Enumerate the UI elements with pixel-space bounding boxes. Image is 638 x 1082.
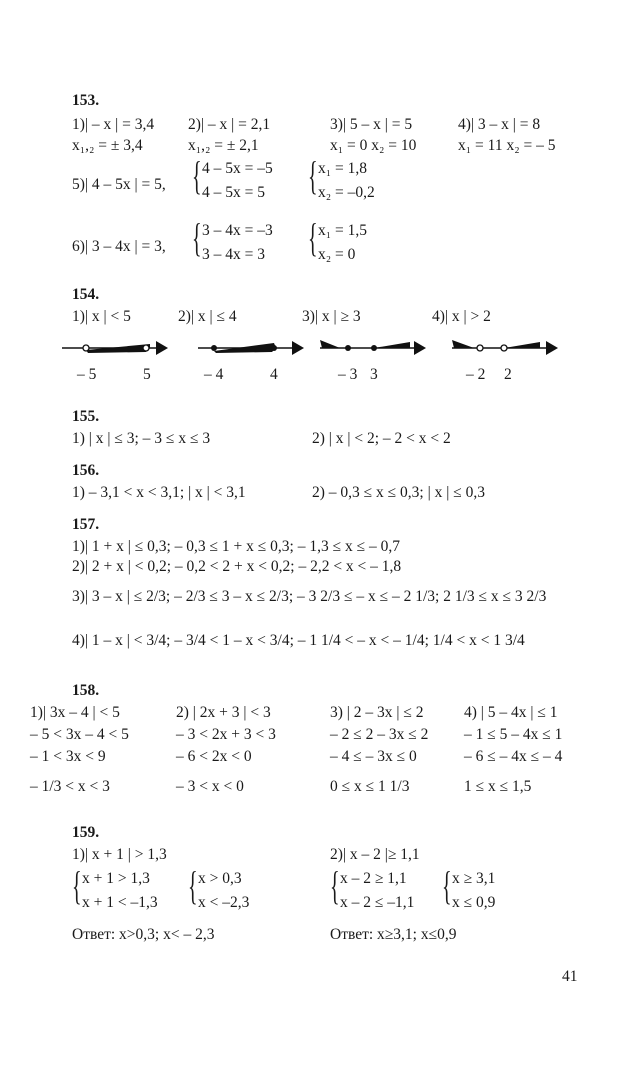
- system-row: 4 – 5x = –5: [202, 160, 273, 177]
- p153-eq4: 4)| 3 – x | = 8: [458, 116, 541, 133]
- problem-158-heading: 158.: [72, 682, 100, 699]
- number-line-1: [60, 336, 170, 360]
- system-row: x < –2,3: [198, 894, 250, 911]
- p158-c1-r1: 1)| 3x – 4 | < 5: [30, 704, 120, 721]
- system-row: x₁ = 1,8: [318, 160, 368, 177]
- nl1-label-right: 5: [143, 366, 151, 383]
- p156-part1: 1) – 3,1 < x < 3,1; | x | < 3,1: [72, 484, 246, 501]
- p155-part1: 1) | x | ≤ 3; – 3 ≤ x ≤ 3: [72, 430, 211, 447]
- p158-c1-r4: – 1/3 < x < 3: [30, 778, 110, 795]
- system-row: x – 2 ≤ –1,1: [340, 894, 415, 911]
- p158-c4-r1: 4) | 5 – 4x | ≤ 1: [464, 704, 558, 721]
- p157-line2: 2)| 2 + x | < 0,2; – 0,2 < 2 + x < 0,2; – 2,2 < x < – 1,8: [72, 558, 402, 575]
- system-row: 4 – 5x = 5: [202, 184, 265, 201]
- system-row: x – 2 ≥ 1,1: [340, 870, 407, 887]
- p159-answer1: Ответ: x>0,3; x< – 2,3: [72, 926, 215, 943]
- p156-part2: 2) – 0,3 ≤ x ≤ 0,3; | x | ≤ 0,3: [312, 484, 485, 501]
- p158-c2-r3: – 6 < 2x < 0: [176, 748, 252, 765]
- p158-c1-r3: – 1 < 3x < 9: [30, 748, 106, 765]
- number-line-3: [318, 336, 428, 360]
- p153-eq5: 5)| 4 – 5x | = 5,: [72, 176, 166, 193]
- system-row: x₂ = 0: [318, 246, 356, 263]
- nl1-label-left: – 5: [77, 366, 97, 383]
- p158-c3-r2: – 2 ≤ 2 – 3x ≤ 2: [330, 726, 429, 743]
- system-row: 3 – 4x = 3: [202, 246, 265, 263]
- p159-system1a: { x + 1 > 1,3 x + 1 < –1,3: [72, 863, 158, 911]
- p154-item2: 2)| x | ≤ 4: [178, 308, 237, 325]
- problem-157-heading: 157.: [72, 516, 100, 533]
- p158-c1-r2: – 5 < 3x – 4 < 5: [30, 726, 129, 743]
- p153-system5b: { x₁ = 1,8 x₂ = –0,2: [308, 153, 375, 201]
- p157-line4: 4)| 1 – x | < 3/4; – 3/4 < 1 – x < 3/4; – 1 1/4 < – x < – 1/4; 1/4 < x < 1 3/4: [72, 632, 525, 649]
- p153-sol3: x₁ = 0 x₂ = 10: [330, 137, 417, 154]
- nl3-label-left: – 3: [338, 366, 358, 383]
- p159-system1b: { x > 0,3 x < –2,3: [188, 863, 250, 911]
- p157-line3: 3)| 3 – x | ≤ 2/3; – 2/3 ≤ 3 – x ≤ 2/3; – 3 2/3 ≤ – x ≤ – 2 1/3; 2 1/3 ≤ x ≤ 3 2/3: [72, 588, 547, 605]
- p153-sol2: x₁,₂ = ± 2,1: [188, 137, 259, 154]
- system-row: x₂ = –0,2: [318, 184, 375, 201]
- system-row: x ≤ 0,9: [452, 894, 496, 911]
- p159-eq1: 1)| x + 1 | > 1,3: [72, 846, 167, 863]
- p153-system5a: { 4 – 5x = –5 4 – 5x = 5: [192, 153, 273, 201]
- system-row: 3 – 4x = –3: [202, 222, 273, 239]
- p158-c3-r3: – 4 ≤ – 3x ≤ 0: [330, 748, 417, 765]
- p158-c2-r1: 2) | 2x + 3 | < 3: [176, 704, 271, 721]
- p158-c4-r3: – 6 ≤ – 4x ≤ – 4: [464, 748, 563, 765]
- problem-156-heading: 156.: [72, 462, 100, 479]
- page-number: 41: [562, 968, 578, 985]
- p153-system6b: { x₁ = 1,5 x₂ = 0: [308, 215, 368, 263]
- system-row: x₁ = 1,5: [318, 222, 368, 239]
- nl4-label-left: – 2: [466, 366, 486, 383]
- p159-system2a: { x – 2 ≥ 1,1 x – 2 ≤ –1,1: [330, 863, 415, 911]
- p158-c4-r4: 1 ≤ x ≤ 1,5: [464, 778, 532, 795]
- p153-eq2: 2)| – x | = 2,1: [188, 116, 271, 133]
- p158-c2-r4: – 3 < x < 0: [176, 778, 244, 795]
- problem-155-heading: 155.: [72, 408, 100, 425]
- system-row: x > 0,3: [198, 870, 242, 887]
- p153-sol4: x₁ = 11 x₂ = – 5: [458, 137, 556, 154]
- p159-eq2: 2)| x – 2 |≥ 1,1: [330, 846, 420, 863]
- p159-answer2: Ответ: x≥3,1; x≤0,9: [330, 926, 457, 943]
- p157-line1: 1)| 1 + x | ≤ 0,3; – 0,3 ≤ 1 + x ≤ 0,3; – 1,3 ≤ x ≤ – 0,7: [72, 538, 400, 555]
- nl2-label-right: 4: [270, 366, 278, 383]
- nl2-label-left: – 4: [204, 366, 224, 383]
- nl3-label-right: 3: [370, 366, 378, 383]
- p154-item1: 1)| x | < 5: [72, 308, 131, 325]
- p155-part2: 2) | x | < 2; – 2 < x < 2: [312, 430, 451, 447]
- number-line-2: [196, 336, 306, 360]
- system-row: x + 1 < –1,3: [82, 894, 158, 911]
- system-row: x ≥ 3,1: [452, 870, 496, 887]
- p159-system2b: { x ≥ 3,1 x ≤ 0,9: [442, 863, 496, 911]
- system-row: x + 1 > 1,3: [82, 870, 150, 887]
- problem-153-heading: 153.: [72, 92, 100, 109]
- p154-item4: 4)| x | > 2: [432, 308, 491, 325]
- p158-c2-r2: – 3 < 2x + 3 < 3: [176, 726, 276, 743]
- p154-item3: 3)| x | ≥ 3: [302, 308, 361, 325]
- p158-c3-r4: 0 ≤ x ≤ 1 1/3: [330, 778, 410, 795]
- p153-system6a: { 3 – 4x = –3 3 – 4x = 3: [192, 215, 273, 263]
- p153-eq1: 1)| – x | = 3,4: [72, 116, 155, 133]
- p153-sol1: x₁,₂ = ± 3,4: [72, 137, 143, 154]
- p153-eq3: 3)| 5 – x | = 5: [330, 116, 413, 133]
- p158-c3-r1: 3) | 2 – 3x | ≤ 2: [330, 704, 424, 721]
- nl4-label-right: 2: [504, 366, 512, 383]
- number-line-4: [450, 336, 560, 360]
- problem-159-heading: 159.: [72, 824, 100, 841]
- p158-c4-r2: – 1 ≤ 5 – 4x ≤ 1: [464, 726, 563, 743]
- p153-eq6: 6)| 3 – 4x | = 3,: [72, 238, 166, 255]
- problem-154-heading: 154.: [72, 286, 100, 303]
